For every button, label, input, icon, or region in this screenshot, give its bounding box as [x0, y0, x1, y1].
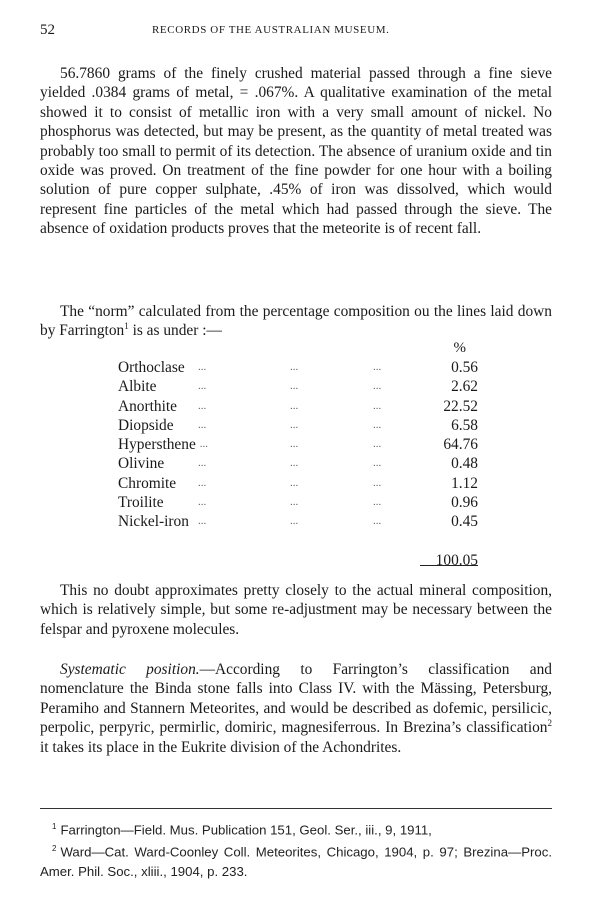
leader-dots: ... — [290, 496, 299, 509]
leader-dots: ... — [198, 515, 207, 528]
page-header — [40, 22, 560, 42]
percent-column-header: % — [453, 340, 466, 356]
leader-dots: ... — [290, 438, 299, 451]
footnote-divider — [40, 808, 552, 809]
footnote-2 — [40, 839, 552, 880]
leader-dots: ... — [373, 496, 382, 509]
leader-dots: ... — [373, 380, 382, 393]
mineral-percent: 1.12 — [451, 474, 478, 492]
norm-table-row — [118, 474, 478, 493]
leader-dots: ... — [290, 399, 299, 412]
norm-table-row — [118, 358, 478, 377]
paragraph-text: This no doubt approximates pretty closely to the actual mineral composition, which is relatively simple, but some re-adjustment may be necessary between the felspar and pyroxene molecules. — [40, 582, 552, 638]
leader-dots: ... — [290, 418, 299, 431]
mineral-percent: 64.76 — [443, 436, 478, 454]
paragraph-text: The “norm” calculated from the percentage composition ou the lines laid down by Farrington — [40, 303, 552, 340]
paragraph-metal-analysis — [40, 64, 552, 239]
mineral-percent: 0.96 — [451, 494, 478, 512]
mineral-name: Hypersthene — [118, 436, 196, 454]
paragraph-text: it takes its place in the Eukrite division of the Achondrites. — [40, 738, 402, 756]
running-title: RECORDS OF THE AUSTRALIAN MUSEUM. — [152, 24, 390, 36]
mineral-percent: 0.48 — [451, 455, 478, 473]
norm-table-rows — [118, 358, 478, 532]
paragraph-text: 56.7860 grams of the finely crushed material passed through a fine sieve yielded .0384 grams of metal, = .067%. A qualitative examination of the metal showed it to consist of metallic iron with a very small amount of nickel. No phosphorus was detected, but may be present, as the quantity of metal treated was probably too small to permit of its detection. The absence of uranium oxide and tin oxide was proved. On treatment of the fine powder for one hour with a boiling solution of pure copper sulphate, .45% of iron was dissolved, which would represent fine particles of the metal which had passed through the sieve. The absence of oxidation products proves that the meteorite is of recent fall. — [40, 65, 552, 238]
footnote-mark: 2 — [52, 844, 57, 854]
leader-dots: ... — [198, 457, 207, 470]
leader-dots: ... — [373, 438, 382, 451]
leader-dots: ... — [373, 515, 382, 528]
norm-total: 100.05 — [435, 552, 478, 569]
norm-table-row — [118, 397, 478, 416]
leader-dots: ... — [373, 476, 382, 489]
footnote-mark: 1 — [52, 822, 57, 831]
paragraph-text: is as under :— — [128, 322, 222, 340]
leader-dots: ... — [290, 476, 299, 489]
norm-table-row — [118, 377, 478, 396]
leader-dots: ... — [198, 418, 207, 431]
leader-dots: ... — [373, 361, 382, 373]
mineral-percent: 2.62 — [451, 378, 478, 396]
footnote-ref-2[interactable]: 2 — [547, 718, 552, 729]
leader-dots: ... — [290, 457, 299, 470]
mineral-name: Olivine — [118, 455, 165, 473]
leader-dots: ... — [373, 457, 382, 470]
mineral-name: Diopside — [118, 416, 174, 434]
paragraph-systematic-position — [40, 660, 552, 757]
paragraph-norm-intro — [40, 302, 552, 341]
mineral-percent: 0.45 — [451, 513, 478, 531]
leader-dots: ... — [198, 399, 207, 412]
paragraph-approximation — [40, 581, 552, 639]
mineral-name: Albite — [118, 378, 157, 396]
leader-dots: ... — [373, 418, 382, 431]
mineral-name: Nickel-iron — [118, 513, 189, 531]
leader-dots: ... — [199, 438, 209, 451]
mineral-percent: 6.58 — [451, 416, 478, 434]
mineral-name: Anorthite — [118, 397, 177, 415]
leader-dots: ... — [198, 476, 207, 489]
mineral-name: Chromite — [118, 474, 177, 492]
footnote-text: Ward—Cat. Ward-Coonley Coll. Meteorites, Chicago, 1904, p. 97; Brezina—Proc. Amer. Phil. Soc., xliii., 1904, p. 233. — [40, 844, 552, 879]
mineral-percent: 0.56 — [451, 359, 478, 376]
mineral-percent: 22.52 — [443, 397, 478, 415]
footnotes — [40, 817, 552, 881]
footnote-text: Farrington—Field. Mus. Publication 151, Geol. Ser., iii., 9, 1911, — [60, 822, 432, 838]
mineral-name: Orthoclase — [118, 359, 185, 376]
leader-dots: ... — [198, 361, 207, 373]
norm-table-row — [118, 435, 478, 454]
norm-table-row — [118, 512, 478, 531]
leader-dots: ... — [198, 380, 207, 393]
section-heading-italic: Systematic position. — [60, 661, 200, 678]
norm-table-row — [118, 493, 478, 512]
mineral-name: Troilite — [118, 494, 164, 512]
paragraph-text: —According to Farrington’s classification and nomenclature the Binda stone falls into Class IV. with the Mässing, Petersburg, Peramiho and Stannern Meteorites, and would be described as dofemic, persilicic, perpolic, perpyric, permirlic, domiric, magnesiferrous. In Brezina’s classification — [40, 661, 552, 737]
leader-dots: ... — [290, 361, 299, 373]
norm-table-row — [118, 454, 478, 473]
norm-table-row — [118, 416, 478, 435]
footnote-1 — [40, 817, 552, 839]
leader-dots: ... — [290, 380, 299, 393]
page-number: 52 — [40, 22, 55, 38]
leader-dots: ... — [373, 399, 382, 412]
leader-dots: ... — [198, 496, 207, 509]
leader-dots: ... — [290, 515, 299, 528]
footnote-ref-1[interactable]: 1 — [124, 321, 129, 332]
